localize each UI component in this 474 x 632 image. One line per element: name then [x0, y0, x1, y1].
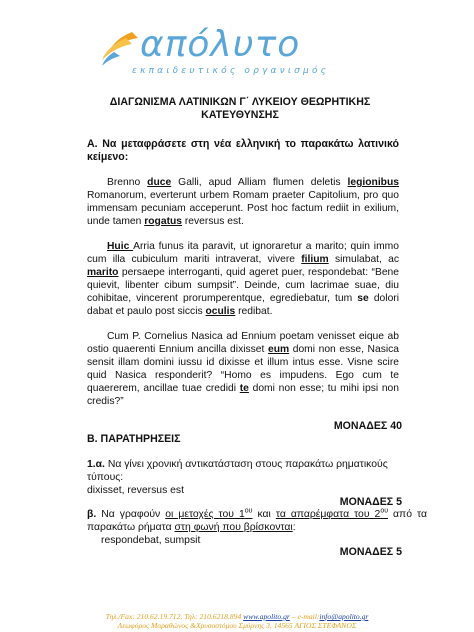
section-a-heading: Α. Να μεταφράσετε στη νέα ελληνική το παρακάτω λατινικό κείμενο:	[87, 138, 399, 163]
text-run: Romanorum, everterunt urbem Romam praeter Capitolium, pro quo immensam pecuniam acceperunt. Post hoc factum rediit in exilium, unde tamen	[87, 189, 399, 227]
latin-paragraph-1	[87, 177, 399, 229]
flame-logo-icon	[92, 28, 144, 68]
text-run: reversus est.	[182, 215, 244, 227]
superscript: ου	[380, 507, 389, 515]
points-5-b: ΜΟΝΑΔΕΣ 5	[339, 546, 402, 558]
highlighted-word: legionibus	[347, 177, 399, 188]
text-run: και	[252, 509, 276, 520]
text-run: από τα παρακάτω ρήματα	[87, 509, 427, 533]
underlined-run	[165, 509, 252, 520]
text-run: dolori dabat et paulo post siccis	[87, 292, 400, 317]
text-run: Arria funus ita paravit, ut ignoraretur a marito; quin immo cum illa cubiculum mariti intraverat, vivere	[87, 241, 399, 265]
footer-phone: Τηλ./Fax: 210.62.19.712, Τηλ: 210.6218.894	[105, 612, 244, 621]
highlighted-word: rogatus	[144, 215, 183, 227]
question-text: Να γίνει χρονική αντικατάσταση στους παρακάτω ρηματικούς τύπους:	[87, 459, 388, 483]
highlighted-word: duce	[147, 177, 172, 188]
logo-subtitle: εκπαιδευτικός οργανισμός	[132, 66, 330, 76]
text-run: Galli, apud Alliam flumen deletis	[171, 177, 348, 188]
superscript: ου	[244, 507, 253, 515]
text-run: :	[292, 522, 296, 533]
question-1b-words: respondebat, sumpsit	[101, 535, 201, 546]
text-run: Cum P. Cornelius Nasica ad Ennium poetam venisset eique ab ostio quaerenti Ennium ancilla dixisset	[87, 331, 399, 355]
highlighted-word: filium	[301, 253, 329, 265]
question-1a-words: dixisset, reversus est	[87, 485, 185, 496]
text-run: simulabat, ac	[328, 253, 399, 265]
underlined-run: στη φωνή που βρίσκονται	[174, 522, 293, 533]
text-run: domi non esse; tu mihi ipsi non credis?”	[87, 382, 400, 407]
text-run: οι μετοχές του 1	[165, 509, 245, 520]
question-1a	[87, 459, 399, 484]
question-label: 1.α.	[87, 459, 105, 470]
footer-email-label: – e-mail:	[289, 612, 320, 621]
website-link[interactable]: www.apolito.gr	[243, 612, 290, 621]
document-title	[95, 96, 385, 122]
highlighted-word: marito	[87, 266, 119, 278]
text-run: Να γραφούν	[96, 509, 166, 520]
text-run: domi non esse, Nasica sensit illam domini iussu id dixisse et illum intus esse. Visne scire quid Nasica responderit? “Homo es impudens. Ego cum te quaererem, ancillae tuae credidi	[87, 343, 400, 394]
email-link[interactable]: info@apolito.gr	[319, 612, 369, 621]
section-b-heading: Β. ΠΑΡΑΤΗΡΗΣΕΙΣ	[87, 433, 181, 445]
points-40: ΜΟΝΑΔΕΣ 40	[333, 420, 402, 432]
latin-paragraph-3	[87, 331, 399, 408]
highlighted-word: te	[239, 382, 249, 394]
title-line-1: ΔΙΑΓΩΝΙΣΜΑ ΛΑΤΙΝΙΚΩΝ Γ΄ ΛΥΚΕΙΟΥ ΘΕΩΡΗΤΙΚΗΣ	[109, 96, 371, 108]
question-1b	[87, 508, 427, 534]
points-5-a: ΜΟΝΑΔΕΣ 5	[339, 496, 402, 508]
highlighted-word: eum	[267, 343, 290, 355]
text-run: τα απαρέμφατα του 2	[275, 509, 381, 520]
question-label: β.	[87, 509, 97, 520]
underlined-run	[276, 509, 388, 520]
highlighted-word: oculis	[205, 305, 236, 317]
highlighted-word: se	[357, 292, 369, 304]
highlighted-word: Huic	[107, 241, 134, 252]
footer-address: Λεωφόρος Μαραθώνος &Χρυσοστόμου Σμύρνης 3, 14565 ΑΓΙΟΣ ΣΤΕΦΑΝΟΣ	[117, 621, 357, 630]
text-run: Brenno	[107, 177, 148, 188]
title-line-2: ΚΑΤΕΥΘΥΝΣΗΣ	[201, 108, 279, 121]
latin-paragraph-2	[87, 241, 399, 318]
logo-wordmark: απόλυτο	[140, 24, 301, 65]
company-logo	[92, 22, 362, 84]
text-run: persaepe interroganti, quid ageret puer, respondebat: “Bene quievit, libenter cibum sumpsit”. Deinde, cum lacrimae suae, diu cohibitae, vincerent prorumperentque, egrediebatur, tum	[87, 266, 399, 304]
text-run: redibat.	[235, 305, 273, 317]
